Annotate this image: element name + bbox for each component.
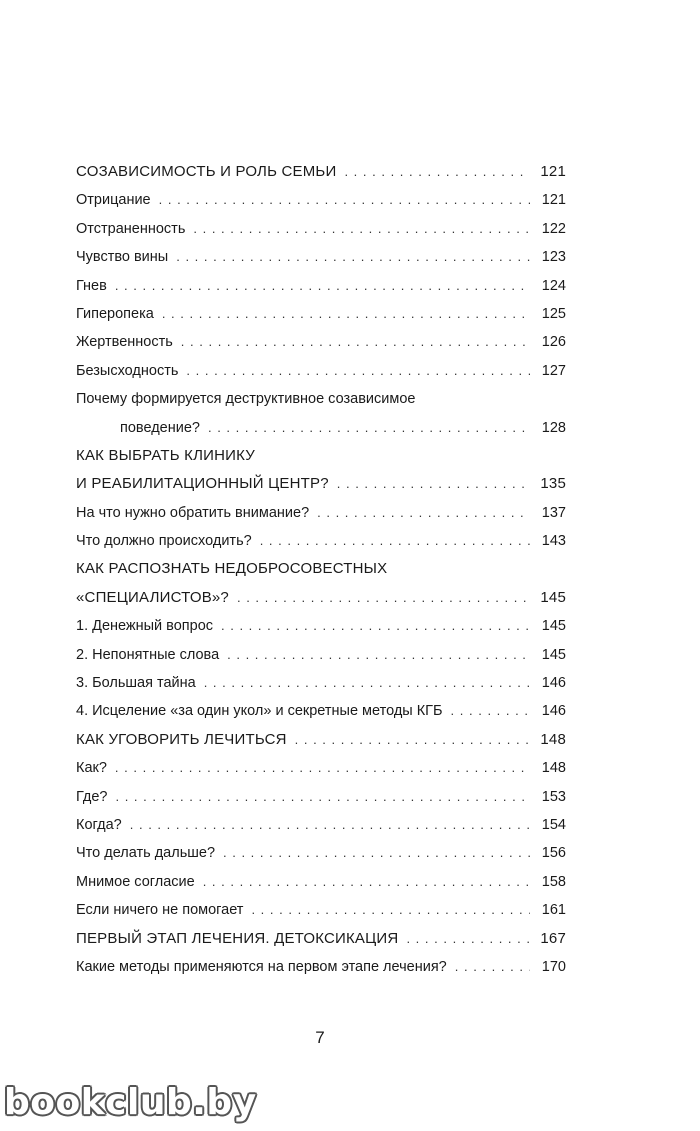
toc-leader-dots — [221, 612, 530, 640]
toc-entry-title: Гнев — [76, 277, 107, 294]
toc-entry-title: Отрицание — [76, 192, 151, 209]
toc-entry — [76, 414, 566, 442]
toc-entry — [76, 953, 566, 981]
toc-entry — [76, 641, 566, 669]
toc-entry-title: Что делать дальше? — [76, 845, 216, 862]
toc-leader-dots — [251, 896, 530, 924]
toc-entry-page: 123 — [541, 249, 566, 266]
toc-entry-title: Чувство вины — [76, 249, 169, 266]
toc-entry-page: 148 — [540, 730, 566, 748]
toc-entry — [76, 783, 566, 811]
toc-entry-title: Какие методы применяются на первом этапе лечения? — [76, 958, 447, 975]
toc-leader-dots — [227, 641, 530, 669]
toc-entry — [76, 839, 566, 867]
toc-entry-page: 153 — [541, 788, 566, 805]
toc-leader-dots — [162, 300, 530, 328]
toc-entry-title: СОЗАВИСИМОСТЬ И РОЛЬ СЕМЬИ — [76, 163, 337, 180]
toc-entry-page: 146 — [541, 703, 566, 720]
toc-entry-title: Где? — [76, 788, 108, 805]
toc-leader-dots — [186, 357, 530, 385]
toc-entry-title: Гиперопека — [76, 305, 154, 322]
toc-entry — [76, 896, 566, 924]
toc-entry-page: 154 — [541, 816, 566, 833]
toc-entry — [76, 243, 566, 271]
toc-entry — [76, 811, 566, 839]
toc-entry — [76, 215, 566, 243]
toc-leader-dots — [406, 925, 530, 953]
toc-entry-page: 127 — [541, 362, 566, 379]
toc-entry-page: 135 — [540, 475, 566, 493]
toc-leader-dots — [193, 215, 530, 243]
watermark: bookclub.by — [4, 1082, 257, 1123]
toc-entry-page: 126 — [541, 334, 566, 351]
toc-entry — [76, 470, 566, 498]
toc-entry-page: 158 — [541, 873, 566, 890]
toc-entry-page: 145 — [541, 646, 566, 663]
toc-entry-page: 128 — [541, 419, 566, 436]
toc-entry-page: 125 — [541, 305, 566, 322]
toc-entry — [76, 584, 566, 612]
toc-entry — [76, 527, 566, 555]
toc-leader-dots — [203, 868, 530, 896]
toc-entry-page: 121 — [541, 192, 566, 209]
toc-leader-dots — [344, 158, 530, 186]
toc-leader-dots — [223, 839, 530, 867]
toc-leader-dots — [260, 527, 530, 555]
toc-entry-title: Отстраненность — [76, 220, 186, 237]
toc-leader-dots — [115, 783, 530, 811]
toc-entry — [76, 357, 566, 385]
toc-entry — [76, 272, 566, 300]
toc-entry-page: 137 — [541, 504, 566, 521]
toc-entry-title: ПЕРВЫЙ ЭТАП ЛЕЧЕНИЯ. ДЕТОКСИКАЦИЯ — [76, 929, 399, 947]
toc-entry — [76, 328, 566, 356]
toc-leader-dots — [451, 697, 530, 725]
toc-entry-page: 145 — [541, 618, 566, 635]
toc-entry-title: 4. Исцеление «за один укол» и секретные методы КГБ — [76, 703, 443, 720]
toc-entry-page: 145 — [540, 588, 566, 606]
toc-entry — [76, 754, 566, 782]
toc-entry-title: КАК УГОВОРИТЬ ЛЕЧИТЬСЯ — [76, 730, 287, 748]
toc-entry-title-line2: И РЕАБИЛИТАЦИОННЫЙ ЦЕНТР? — [76, 475, 329, 493]
toc-entry-page: 156 — [541, 845, 566, 862]
toc-entry-title: На что нужно обратить внимание? — [76, 504, 310, 521]
toc-entry-title-line2: «СПЕЦИАЛИСТОВ»? — [76, 588, 229, 606]
toc-leader-dots — [130, 811, 530, 839]
toc-entry-title: Когда? — [76, 816, 122, 833]
toc-entry — [76, 669, 566, 697]
toc-entry-page: 146 — [541, 675, 566, 692]
toc-entry-page: 167 — [540, 929, 566, 947]
toc-leader-dots — [237, 584, 530, 612]
toc-entry-page: 161 — [541, 902, 566, 919]
toc-leader-dots — [455, 953, 530, 981]
toc-entry-title: 1. Денежный вопрос — [76, 618, 214, 635]
toc-leader-dots — [176, 243, 530, 271]
toc-entry-page: 122 — [541, 220, 566, 237]
toc-entry-title: 2. Непонятные слова — [76, 646, 220, 663]
toc-entry-title: Что должно происходить? — [76, 533, 252, 550]
toc-entry-title-line1: КАК ВЫБРАТЬ КЛИНИКУ — [76, 446, 255, 464]
toc-entry — [76, 612, 566, 640]
toc-entry-page: 121 — [540, 163, 566, 180]
toc-leader-dots — [317, 499, 530, 527]
toc-entry-title: Как? — [76, 760, 107, 777]
toc-entry-title: Мнимое согласие — [76, 873, 195, 890]
toc-entry-title: 3. Большая тайна — [76, 675, 196, 692]
toc-leader-dots — [295, 726, 530, 754]
toc-entry-title: Жертвенность — [76, 334, 173, 351]
toc-entry-page: 124 — [541, 277, 566, 294]
toc-leader-dots — [115, 272, 530, 300]
toc-leader-dots — [337, 470, 530, 498]
table-of-contents — [76, 158, 566, 981]
toc-entry-page: 143 — [541, 533, 566, 550]
toc-entry-title: Если ничего не помогает — [76, 902, 244, 919]
toc-entry-title-line1: Почему формируется деструктивное созависимое — [76, 391, 416, 408]
toc-entry — [76, 300, 566, 328]
toc-entry-title-line2: поведение? — [120, 419, 200, 436]
toc-entry-page: 170 — [541, 958, 566, 975]
toc-leader-dots — [115, 754, 530, 782]
toc-entry-title: Безысходность — [76, 362, 179, 379]
page-number: 7 — [315, 1028, 325, 1047]
toc-leader-dots — [208, 414, 530, 442]
toc-leader-dots — [181, 328, 530, 356]
toc-entry-title-line1: КАК РАСПОЗНАТЬ НЕДОБРОСОВЕСТНЫХ — [76, 560, 388, 578]
toc-entry — [76, 186, 566, 214]
toc-entry — [76, 499, 566, 527]
toc-leader-dots — [204, 669, 530, 697]
toc-entry-page: 148 — [541, 760, 566, 777]
toc-entry — [76, 925, 566, 953]
toc-entry — [76, 697, 566, 725]
toc-entry — [76, 868, 566, 896]
toc-leader-dots — [159, 186, 530, 214]
toc-entry — [76, 726, 566, 754]
toc-entry — [76, 158, 566, 186]
